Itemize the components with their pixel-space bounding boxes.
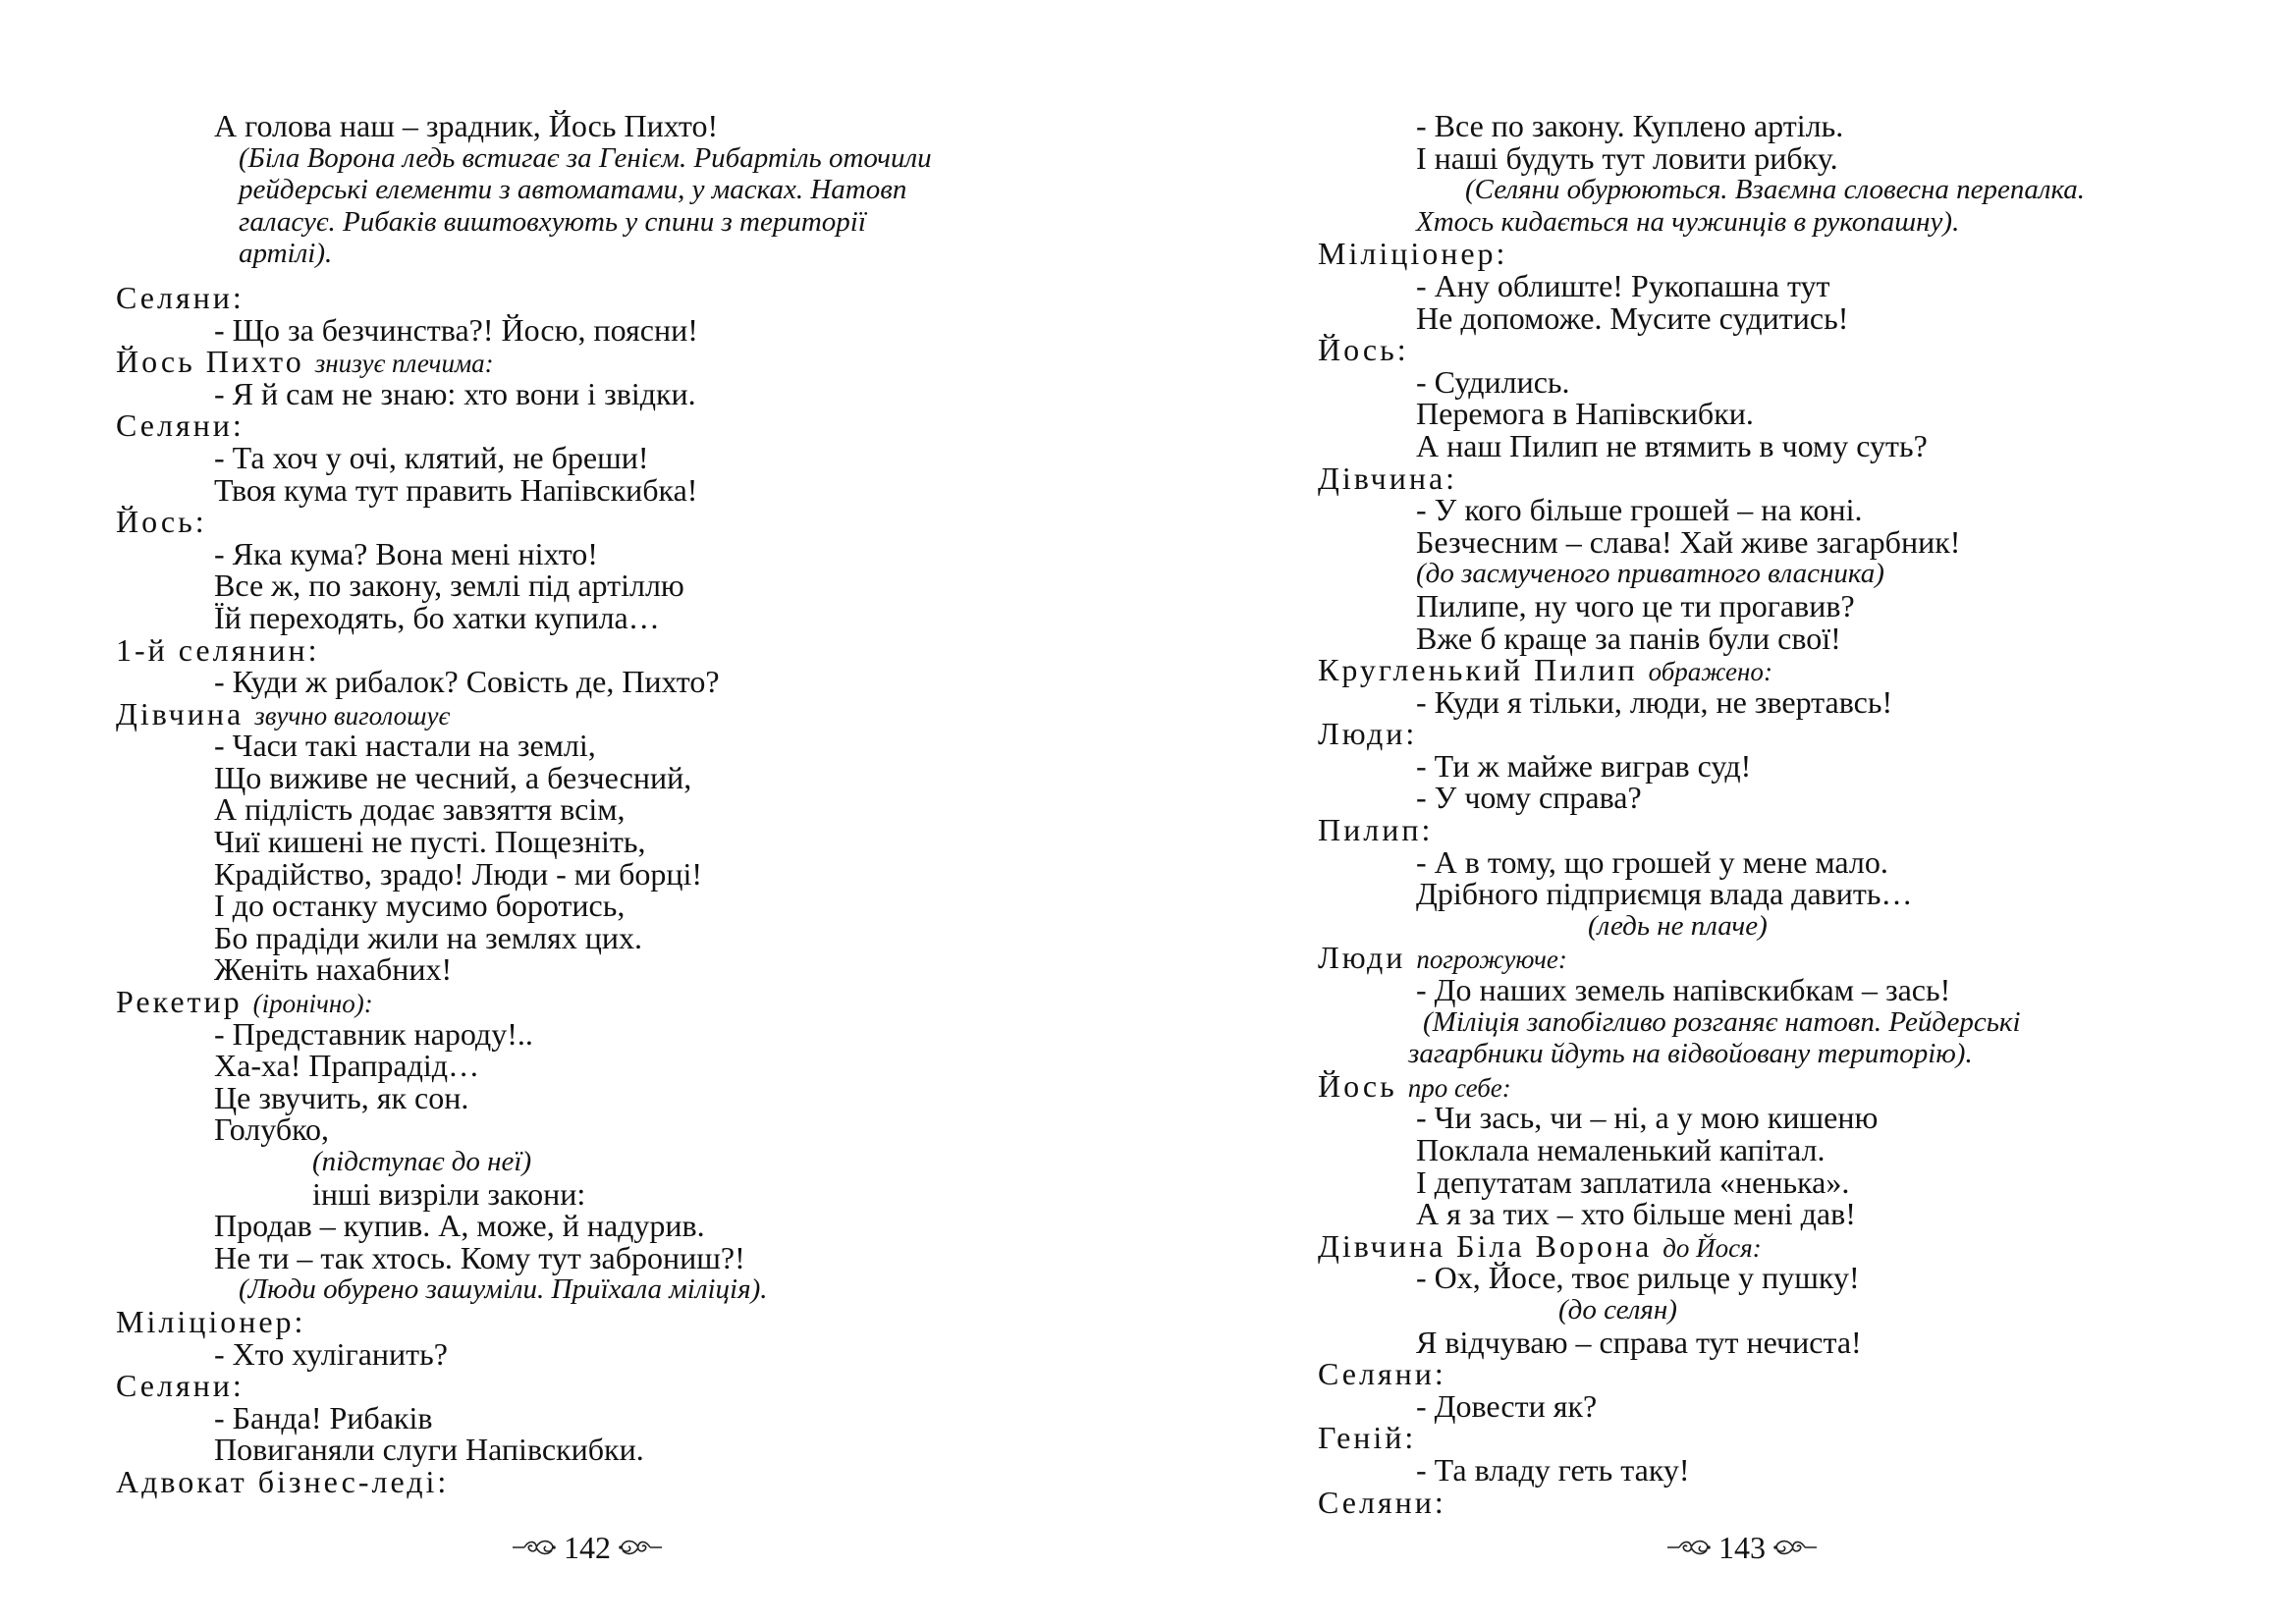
speaker-name: Селяни: [1318,1484,1446,1520]
speaker-line [1318,1484,2261,1520]
stage-direction: (ледь не плаче) [1588,909,1768,942]
verse-line: Продав – купив. А, може, й надурив. [214,1208,705,1244]
verse-line: - Все по закону. Куплено артіль. [1416,108,1844,143]
right-page-folio [1665,1528,1819,1567]
speaker-line [116,1463,1059,1499]
verse-line: Дрібного підприємця влада давить… [1416,876,1913,912]
speaker-name: Міліціонер: [1318,236,1508,272]
fleuron-left-icon [511,1537,556,1558]
verse-line: А підлість додає завзяття всім, [214,791,626,828]
verse-line: - У чому справа? [1416,780,1642,816]
verse-line: Перемога в Напівскибки. [1416,396,1754,432]
speaker-direction: (іронічно) [252,989,364,1019]
stage-direction: рейдерські елементи з автоматами, у масках. Натовп [239,174,907,206]
left-page [0,0,1144,1624]
speaker-name: Селяни: [116,1368,245,1404]
speaker-line [1318,814,2261,846]
speaker-name: Селяни: [1318,1356,1446,1392]
verse-line: - У кого більше грошей – на коні. [1416,492,1863,528]
verse-line: - Ти ж майже виграв суд! [1416,747,1752,784]
speaker-name: Селяни: [116,279,245,315]
verse-line: Що виживе не чесний, а безчесний, [214,759,692,795]
speaker-line [1318,654,2261,686]
verse-line: - Довести як? [1416,1387,1598,1424]
verse-line: - Куди ж рибалок? Совість де, Пихто? [214,664,720,700]
verse-line: Не ти – так хтось. Кому тут заброниш?! [214,1239,745,1275]
speaker-name: Йось: [1318,332,1409,368]
verse-line: - До наших земель напівскибкам – зась! [1416,972,1951,1008]
stage-direction: галасує. Рибаків виштовхують у спини з території [239,205,866,238]
verse-line: Я відчуваю – справа тут нечиста! [1416,1324,1862,1360]
speaker-line [116,279,1059,315]
speaker-line [116,409,1059,442]
speaker-name: Люди [1318,940,1406,976]
stage-direction: (Селяни обурюються. Взаємна словесна перепалка. [1465,174,2086,206]
speaker-name: Рекетир [116,984,243,1020]
speaker-colon: : [363,989,373,1019]
stage-direction: (Біла Ворона ледь встигає за Генієм. Рибартіль оточили [239,141,932,174]
verse-line: Повиганяли слуги Напівскибки. [214,1432,644,1468]
verse-line: І наші будуть тут ловити рибку. [1416,139,1838,176]
speaker-direction: ображено [1648,657,1764,687]
verse-line: - Яка кума? Вона мені ніхто! [214,535,598,571]
speaker-line [116,1303,1059,1339]
speaker-name: Кругленький Пилип [1318,652,1638,688]
speaker-direction: про себе [1407,1072,1502,1103]
speaker-name: Йось: [116,504,207,540]
speaker-line [116,1370,1059,1402]
speaker-name: Дівчина: [1318,460,1458,496]
speaker-line [1318,1358,2261,1390]
speaker-colon: : [484,349,494,379]
speaker-line [1318,1067,2261,1104]
speaker-name: Дівчина Біла Ворона [1318,1227,1653,1264]
verse-line: Ха-ха! Прапрадід… [214,1048,480,1084]
speaker-name: Йось [1318,1067,1397,1104]
verse-line: - Банда! Рибаків [214,1399,433,1435]
stage-direction: (Міліція запобігливо розганяє натовп. Рейдерські [1423,1005,2021,1038]
verse-line: - Судились. [1416,363,1570,400]
speaker-direction: знизує плечима [314,349,485,379]
speaker-colon: : [1501,1072,1511,1103]
fleuron-left-icon [1665,1537,1711,1558]
verse-line: Пилипе, ну чого це ти прогавив? [1416,587,1855,623]
verse-line: Твоя кума тут править Напівскибка! [214,471,698,508]
verse-line: Крадійство, зрадо! Люди - ми борці! [214,855,703,892]
speaker-name: Йось Пихто [116,344,304,380]
verse-line: - Ох, Йосе, твоє рильце у пушку! [1416,1260,1860,1296]
fleuron-right-icon [1773,1537,1819,1558]
verse-line: Женіть нахабних! [214,951,453,988]
speaker-name: Геній: [1318,1420,1417,1456]
verse-line: - Часи такі настали на землі, [214,728,596,764]
speaker-name: Міліціонер: [116,1303,306,1339]
verse-line: - Що за безчинства?! Йосю, поясни! [214,311,698,348]
speaker-colon: : [1557,945,1567,975]
speaker-line [116,346,1059,378]
speaker-name: 1-й селянин: [116,631,320,668]
speaker-direction: погрожуюче [1416,945,1558,975]
speaker-name: Люди: [1318,716,1418,752]
verse-line: - Та хоч у очі, клятий, не бреши! [214,439,649,475]
verse-line: - Представник народу!.. [214,1015,533,1052]
verse-line: Чиї кишені не пусті. Пощезніть, [214,824,646,860]
speaker-line [1318,1422,2261,1454]
speaker-name: Адвокат бізнес-леді: [116,1463,450,1499]
verse-line: Поклала немаленький капітал. [1416,1132,1826,1167]
speaker-line [116,506,1059,538]
stage-direction: (підступає до неї) [312,1146,532,1177]
verse-line: - Та владу геть таку! [1416,1451,1690,1488]
stage-direction: загарбники йдуть на відвойовану територію). [1408,1038,1973,1070]
verse-line: Це звучить, як сон. [214,1079,469,1115]
speaker-name: Пилип: [1318,812,1434,848]
verse-line: А наш Пилип не втямить в чому суть? [1416,427,1928,463]
speaker-direction: звучно виголошує [254,700,451,731]
speaker-line [1318,462,2261,495]
speaker-name: Селяни: [116,407,245,444]
speaker-line [116,695,1059,731]
speaker-direction: до Йося [1662,1232,1753,1263]
verse-line: - Хто хуліганить? [214,1335,448,1372]
speaker-line [1318,942,2261,974]
stage-direction: (до засмученого приватного власника) [1416,558,1884,590]
verse-line: Вже б краще за панів були свої! [1416,620,1841,656]
speaker-line [1318,238,2261,270]
verse-line: Бо прадіди жили на землях цих. [214,919,642,955]
speaker-line [116,631,1059,668]
speaker-line [1318,718,2261,750]
verse-line: Їй переходять, бо хатки купила… [214,599,660,635]
verse-line: - Куди я тільки, люди, не звертавсь! [1416,683,1893,720]
verse-line: І до останку мусимо боротись, [214,888,626,924]
verse-line: Все ж, по закону, землі під артіллю [214,568,684,604]
verse-line: А голова наш – зрадник, Йось Пихто! [214,108,719,143]
speaker-name: Дівчина [116,695,245,731]
fleuron-right-icon [619,1537,664,1558]
left-page-text [116,110,1059,1498]
verse-line: А я за тих – хто більше мені дав! [1416,1196,1856,1232]
right-page-text [1318,110,2261,1518]
stage-direction: Хтось кидається на чужинців в рукопашну). [1416,205,1960,238]
verse-line: Голубко, [214,1111,330,1148]
left-page-folio [511,1528,664,1567]
verse-line: І депутатам заплатила «ненька». [1416,1164,1850,1200]
verse-line: - Чи зась, чи – ні, а у мою кишеню [1416,1100,1879,1136]
speaker-line [1318,334,2261,366]
verse-line: - Ану облиште! Рукопашна тут [1416,267,1830,303]
right-page [1145,0,2289,1624]
verse-line: - А в тому, що грошей у мене мало. [1416,843,1888,880]
stage-direction: (Люди обурено зашуміли. Приїхала міліція). [239,1273,768,1306]
verse-line: Безчесним – слава! Хай живе загарбник! [1416,523,1961,560]
page-number: 142 [564,1530,611,1565]
verse-line: Не допоможе. Мусите судитись! [1416,299,1849,336]
verse-line: - Я й сам не знаю: хто вони і звідки. [214,375,696,411]
verse-line: інші визріли закони: [312,1175,586,1212]
page-number: 143 [1718,1530,1766,1565]
speaker-line [116,986,1059,1018]
stage-direction: артілі). [239,238,333,270]
speaker-line [1318,1227,2261,1264]
speaker-colon: : [1752,1232,1762,1263]
stage-direction: (до селян) [1558,1293,1677,1326]
speaker-colon: : [1763,657,1772,687]
